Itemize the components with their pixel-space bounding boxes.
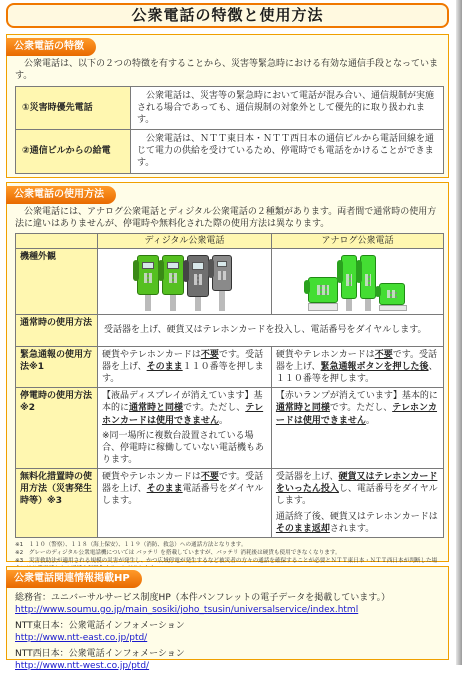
footnote: ※3 災害救助法が適用される規模の災害が発生し、かつ広域停電が発生するなど被災者の方々の通話を確保することが必要とＮＴＴ東日本・ＮＴＴ西日本が判断した場: [15, 557, 440, 573]
footnote: ※2 グレーのディジタル公衆電話機については バッテリ を搭載していますが、バッテリ 消耗後は硬貨も使用できなくなります。: [15, 549, 440, 557]
analog-phone-icon: [341, 255, 357, 311]
link-item: [15, 648, 440, 672]
emphasis: 不要: [201, 350, 219, 360]
feature-desc: 公衆電話は、ＮＴＴ東日本・ＮＴＴ西日本の通信ビルから電話回線を通じて電力の供給を受けているため、停電時でも電話をかけることができます。: [131, 130, 444, 173]
free-analog-note: [276, 511, 439, 535]
corner-cell: [16, 233, 98, 248]
emphasis: 不要: [201, 472, 219, 482]
digital-phone-icon: [162, 255, 184, 311]
usage-header: 公衆電話の使用方法: [6, 186, 116, 204]
ntt-west-link[interactable]: http://www.ntt-west.co.jp/ptd/: [15, 660, 440, 672]
feature-row: [16, 86, 444, 129]
link-item: [15, 592, 440, 616]
emphasis: そのまま返却: [276, 524, 330, 534]
emergency-digital: [98, 346, 272, 387]
row-label-free: 無料化措置時の使用方法（災害発生時等）※3: [16, 469, 98, 538]
feature-name: ②通信ビルからの給電: [16, 130, 131, 173]
text: 電話番号をダイヤルします。: [102, 484, 263, 506]
feature-row: [16, 130, 444, 173]
text: されます。: [330, 524, 374, 534]
analog-phone-images: [271, 248, 443, 314]
text: し、電話番号をダイヤルします。: [276, 484, 438, 506]
features-table: [15, 86, 444, 174]
col-analog: アナログ公衆電話: [271, 233, 443, 248]
analog-phone-icon: [379, 283, 407, 311]
gray-digital-phone-icon: [212, 255, 232, 311]
gray-digital-phone-icon: [187, 255, 209, 311]
text: です。ただし、: [183, 403, 245, 413]
outage-digital: [98, 388, 272, 469]
analog-phone-icon: [308, 277, 338, 311]
link-label: 総務省：ユニバーサルサービス制度HP（本件パンフレットの電子データを掲載しています。）: [15, 593, 390, 603]
text: 硬貨やテレホンカードは: [102, 472, 201, 482]
usage-intro: 公衆電話には、アナログ公衆電話とディジタル公衆電話の２種類があります。両者間で通常時の使用方法に違いはありませんが、停電時や無料化された際の使用方法は異なります。: [7, 204, 448, 230]
col-digital: ディジタル公衆電話: [98, 233, 272, 248]
usage-table: [15, 233, 444, 538]
feature-name: ①災害時優先電話: [16, 86, 131, 129]
soumu-link[interactable]: http://www.soumu.go.jp/main_sosiki/joho_tsusin/universalservice/index.html: [15, 604, 440, 616]
page-edge-shadow: [456, 0, 462, 665]
emphasis: そのまま: [147, 484, 183, 494]
normal-usage-text: 受話器を上げ、硬貨又はテレホンカードを投入し、電話番号をダイヤルします。: [98, 314, 444, 346]
text: 硬貨やテレホンカードは: [276, 350, 375, 360]
links-list: [7, 588, 448, 676]
text: 通話終了後、硬貨又はテレホンカードは: [276, 512, 438, 522]
text: です。ただし、: [330, 403, 392, 413]
digital-phone-images: [98, 248, 272, 314]
link-item: [15, 620, 440, 644]
emphasis: そのまま: [147, 362, 183, 372]
text: 硬貨やテレホンカードは: [102, 350, 201, 360]
text: 【液晶ディスプレイが消えています】基本的に: [102, 391, 262, 413]
text: です。受話器を上げ、: [102, 472, 263, 494]
link-label: NTT西日本：公衆電話インフォメーション: [15, 649, 185, 659]
emphasis: 緊急通報ボタンを押した後: [321, 362, 429, 372]
text: 。: [219, 416, 228, 426]
outage-note: ※同一場所に複数台設置されている場合、停電時に稼働していない電話機もあります。: [102, 430, 267, 466]
text: 受話器を上げ、: [276, 472, 339, 482]
page-title: 公衆電話の特徴と使用方法: [6, 3, 449, 28]
analog-phone-icon: [360, 255, 376, 311]
text: 【赤いランプが消えています】基本的に: [276, 391, 438, 401]
text: １１０番等を押します。: [102, 362, 264, 384]
emphasis: 不要: [375, 350, 393, 360]
row-label-normal: 通常時の使用方法: [16, 314, 98, 346]
emphasis: 硬貨又はテレホンカードをいったん投入: [276, 472, 437, 494]
feature-desc: 公衆電話は、災害等の緊急時において電話が混み合い、通信規制が実施される場合であっても、通信規制の対象外として優先的に取り扱われます。: [131, 86, 444, 129]
appearance-row: [16, 248, 444, 314]
row-label-emergency: 緊急通報の使用方法※1: [16, 346, 98, 387]
features-intro: 公衆電話は、以下の２つの特徴を有することから、災害等緊急時における有効な通信手段となっています。: [7, 56, 448, 82]
row-label-appearance: 機種外観: [16, 248, 98, 314]
emphasis: テレホンカードは使用できません: [102, 403, 263, 425]
footnote: ※1 １１０（警察）、１１８（海上保安）、１１９（消防、救急）への通話方法となります。: [15, 541, 440, 549]
digital-phone-icon: [137, 255, 159, 311]
text: 。: [366, 416, 375, 426]
free-digital: [98, 469, 272, 538]
text: 、１１０番等を押します。: [276, 362, 438, 384]
links-panel: [6, 566, 449, 660]
normal-row: [16, 314, 444, 346]
emphasis: テレホンカードは使用できません: [276, 403, 437, 425]
emergency-row: [16, 346, 444, 387]
emergency-analog: [271, 346, 443, 387]
links-header: 公衆電話関連情報掲載HP: [6, 570, 142, 588]
ntt-east-link[interactable]: http://www.ntt-east.co.jp/ptd/: [15, 632, 440, 644]
text: です。受話器を上げ、: [102, 350, 263, 372]
emphasis: 通常時と同様: [276, 403, 330, 413]
features-panel: [6, 34, 449, 178]
link-label: NTT東日本：公衆電話インフォメーション: [15, 621, 185, 631]
text: です。受話器を上げ、: [276, 350, 437, 372]
features-header: 公衆電話の特徴: [6, 38, 96, 56]
usage-header-row: [16, 233, 444, 248]
row-label-outage: 停電時の使用方法※2: [16, 388, 98, 469]
outage-analog: [271, 388, 443, 469]
usage-panel: [6, 182, 449, 562]
free-row: [16, 469, 444, 538]
free-analog: [271, 469, 443, 538]
emphasis: 通常時と同様: [129, 403, 183, 413]
outage-row: [16, 388, 444, 469]
